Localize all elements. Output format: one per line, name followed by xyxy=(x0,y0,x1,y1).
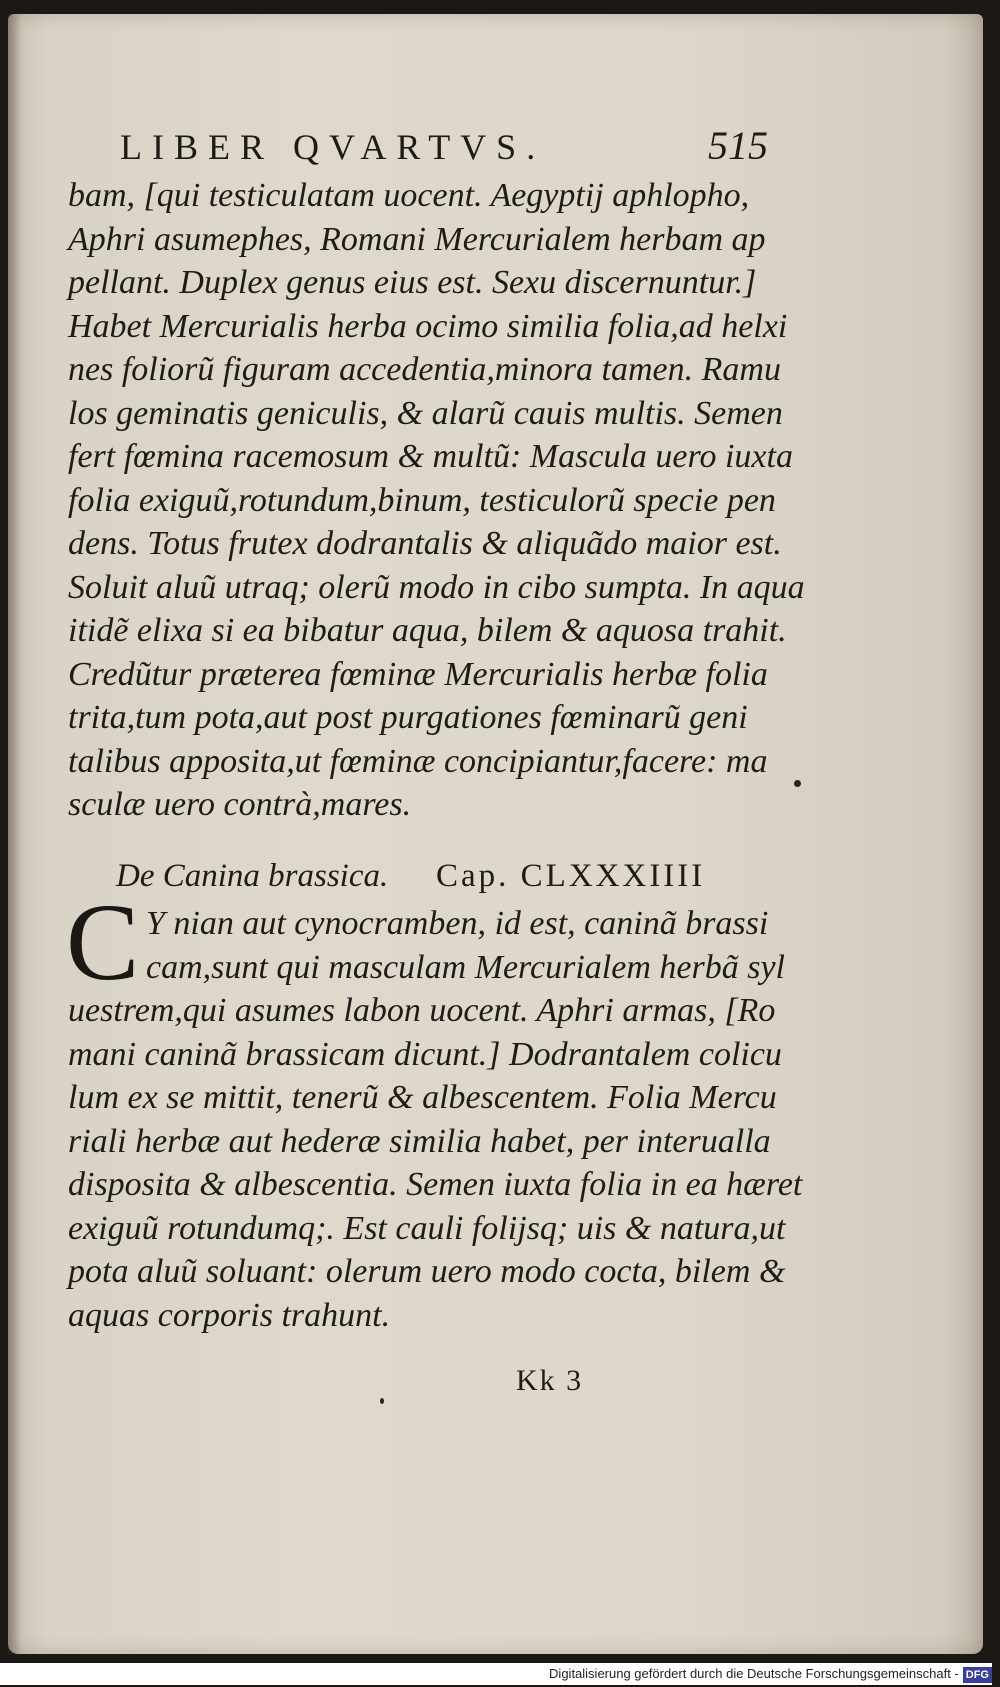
text-line: uestrem,qui asumes labon uocent. Aphri armas, [Ro xyxy=(68,992,776,1029)
page-number: 515 xyxy=(708,123,768,168)
text-line: sculæ uero contrà,mares. xyxy=(68,786,412,823)
signature-mark: Kk 3 xyxy=(516,1364,584,1397)
chapter-title: De Canina brassica. xyxy=(116,858,389,894)
ink-speck xyxy=(794,780,801,787)
book-page xyxy=(8,14,983,1654)
text-line: pellant. Duplex genus eius est. Sexu discernuntur.] xyxy=(68,264,757,301)
text-line: folia exiguũ,rotundum,binum, testiculorũ specie pen xyxy=(68,481,776,519)
ink-speck xyxy=(380,1398,384,1404)
text-line: trita,tum pota,aut post purgationes fœminarũ geni xyxy=(68,699,748,736)
text-line: fert fœmina racemosum & multũ: Mascula uero iuxta xyxy=(68,438,793,475)
text-line: Y nian aut cynocramben, id est, caninã brassi xyxy=(146,905,769,942)
text-line: Credũtur præterea fœminæ Mercurialis herbæ folia xyxy=(68,655,768,693)
digitization-credit xyxy=(0,1663,992,1685)
text-line: Aphri asumephes, Romani Mercurialem herbam ap xyxy=(68,220,766,258)
text-line: riali herbæ aut hederæ similia habet, per interualla xyxy=(68,1122,771,1160)
text-line: disposita & albescentia. Semen iuxta folia in ea hæret xyxy=(68,1166,803,1203)
text-block-1 xyxy=(68,174,805,827)
text-line: pota aluũ soluant: olerum uero modo cocta, bilem & xyxy=(68,1253,786,1290)
running-title: LIBER QVARTVS. xyxy=(120,127,546,167)
text-line: los geminatis geniculis, & alarũ cauis multis. Semen xyxy=(68,394,783,432)
drop-cap-initial: C xyxy=(66,881,140,1003)
text-line: dens. Totus frutex dodrantalis & aliquãdo maior est. xyxy=(68,525,782,562)
credit-text: Digitalisierung gefördert durch die Deutsche Forschungsgemeinschaft - xyxy=(549,1666,959,1681)
text-line: bam, [qui testiculatam uocent. Aegyptij aphlopho, xyxy=(68,177,750,214)
dfg-logo: DFG xyxy=(963,1667,992,1683)
text-line: mani caninã brassicam dicunt.] Dodrantalem colicu xyxy=(68,1035,782,1073)
text-line: Soluit aluũ utraq; olerũ modo in cibo sumpta. In aqua xyxy=(68,568,805,606)
text-line: itidẽ elixa si ea bibatur aqua, bilem & aquosa trahit. xyxy=(68,612,787,649)
text-block-2 xyxy=(68,902,803,1337)
text-line: talibus apposita,ut fœminæ concipiantur,facere: ma xyxy=(68,742,768,780)
text-line: exiguũ rotundumq;. Est cauli folijsq; uis & natura,ut xyxy=(68,1209,786,1247)
text-line: aquas corporis trahunt. xyxy=(68,1296,391,1334)
chapter-heading xyxy=(116,858,766,895)
text-line: Habet Mercurialis herba ocimo similia folia,ad helxi xyxy=(68,307,788,345)
text-line: lum ex se mittit, tenerũ & albescentem. Folia Mercu xyxy=(68,1079,777,1116)
chapter-number: Cap. CLXXXIIII xyxy=(436,858,706,894)
text-line: cam,sunt qui masculam Mercurialem herbã syl xyxy=(146,948,785,986)
text-line: nes foliorũ figuram accedentia,minora tamen. Ramu xyxy=(68,351,781,388)
